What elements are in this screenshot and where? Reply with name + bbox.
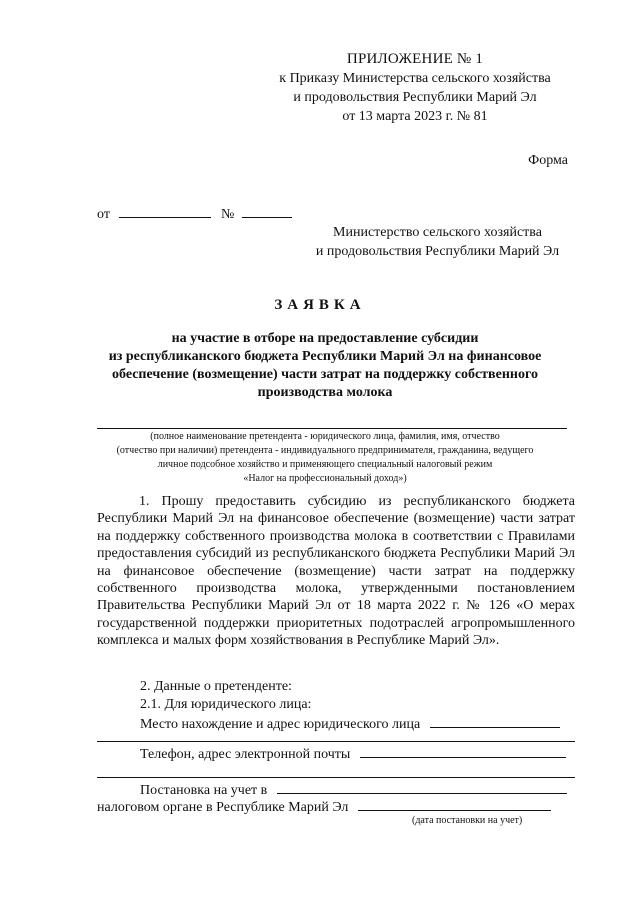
paragraph-1: 1. Прошу предоставить субсидию из республиканского бюджета Республики Марий Эл на финансовое обеспечение (возмещение) части затрат на поддержку собственного производства молока в соответствии с Правилами предоставления субсидий из республиканского бюджета Республики Марий Эл на финансовое обеспечение (возмещение) части затрат на поддержку собственного производства молока, утвержденными постановлением Правительства Республики Марий Эл от 18 марта 2022 г. № 126 «О мерах государственной поддержки приоритетных подотраслей агропромышленного комплекса и малых форм хозяйствования в Республике Марий Эл». <box>97 494 575 649</box>
appendix-line-3: от 13 марта 2023 г. № 81 <box>342 109 488 124</box>
appendix-line-1: к Приказу Министерства сельского хозяйства <box>279 71 551 86</box>
registration-label-1: Постановка на учет в <box>140 783 268 798</box>
location-input-line[interactable] <box>430 715 560 728</box>
recipient-line-1: Министерство сельского хозяйства <box>333 225 542 240</box>
registration-row-2 <box>97 798 575 816</box>
from-label: от <box>97 207 110 222</box>
location-field-row <box>140 715 575 733</box>
applicant-name-caption <box>90 430 560 486</box>
from-number-row <box>97 205 292 223</box>
form-label: Форма <box>528 153 568 168</box>
subtitle-line-3: обеспечение (возмещение) части затрат на поддержку собственного <box>112 367 538 382</box>
registration-label-2: налоговом органе в Республике Марий Эл <box>97 800 349 815</box>
registration-row-1 <box>140 781 575 799</box>
caption-line-4: «Налог на профессиональный доход») <box>243 473 407 484</box>
appendix-title: ПРИЛОЖЕНИЕ № 1 <box>346 51 484 67</box>
number-sign: № <box>220 207 235 222</box>
phone-label: Телефон, адрес электронной почты <box>140 747 351 762</box>
registration-input-line-1[interactable] <box>277 781 567 794</box>
recipient-line-2: и продовольствия Республики Марий Эл <box>315 244 560 259</box>
registration-input-line-2[interactable] <box>358 798 551 811</box>
location-label: Место нахождение и адрес юридического лица <box>140 717 421 732</box>
appendix-header <box>250 50 580 126</box>
document-subtitle <box>90 330 560 402</box>
section-2-heading: 2. Данные о претенденте: <box>140 679 292 694</box>
document-title: ЗАЯВКА <box>274 297 366 313</box>
recipient-block <box>300 223 575 261</box>
subtitle-line-4: производства молока <box>257 385 393 400</box>
caption-line-3: личное подсобное хозяйство и применяющего специальный налоговый режим <box>157 459 493 470</box>
applicant-name-line[interactable] <box>97 428 567 429</box>
caption-line-2: (отчество при наличии) претендента - индивидуального предпринимателя, гражданина, ведущего <box>116 445 534 456</box>
registration-date-caption: (дата постановки на учет) <box>412 815 523 826</box>
subtitle-line-1: на участие в отборе на предоставление субсидии <box>171 331 479 346</box>
number-blank[interactable] <box>242 205 292 218</box>
location-continuation-line[interactable] <box>97 741 575 742</box>
caption-line-1: (полное наименование претендента - юридического лица, фамилия, имя, отчество <box>150 431 500 442</box>
phone-input-line[interactable] <box>360 745 566 758</box>
subtitle-line-2: из республиканского бюджета Республики Марий Эл на финансовое <box>108 349 542 364</box>
date-blank[interactable] <box>119 205 211 218</box>
appendix-line-2: и продовольствия Республики Марий Эл <box>293 90 537 105</box>
phone-continuation-line[interactable] <box>97 777 575 778</box>
phone-field-row <box>140 745 575 763</box>
section-2-1-heading: 2.1. Для юридического лица: <box>140 697 312 712</box>
